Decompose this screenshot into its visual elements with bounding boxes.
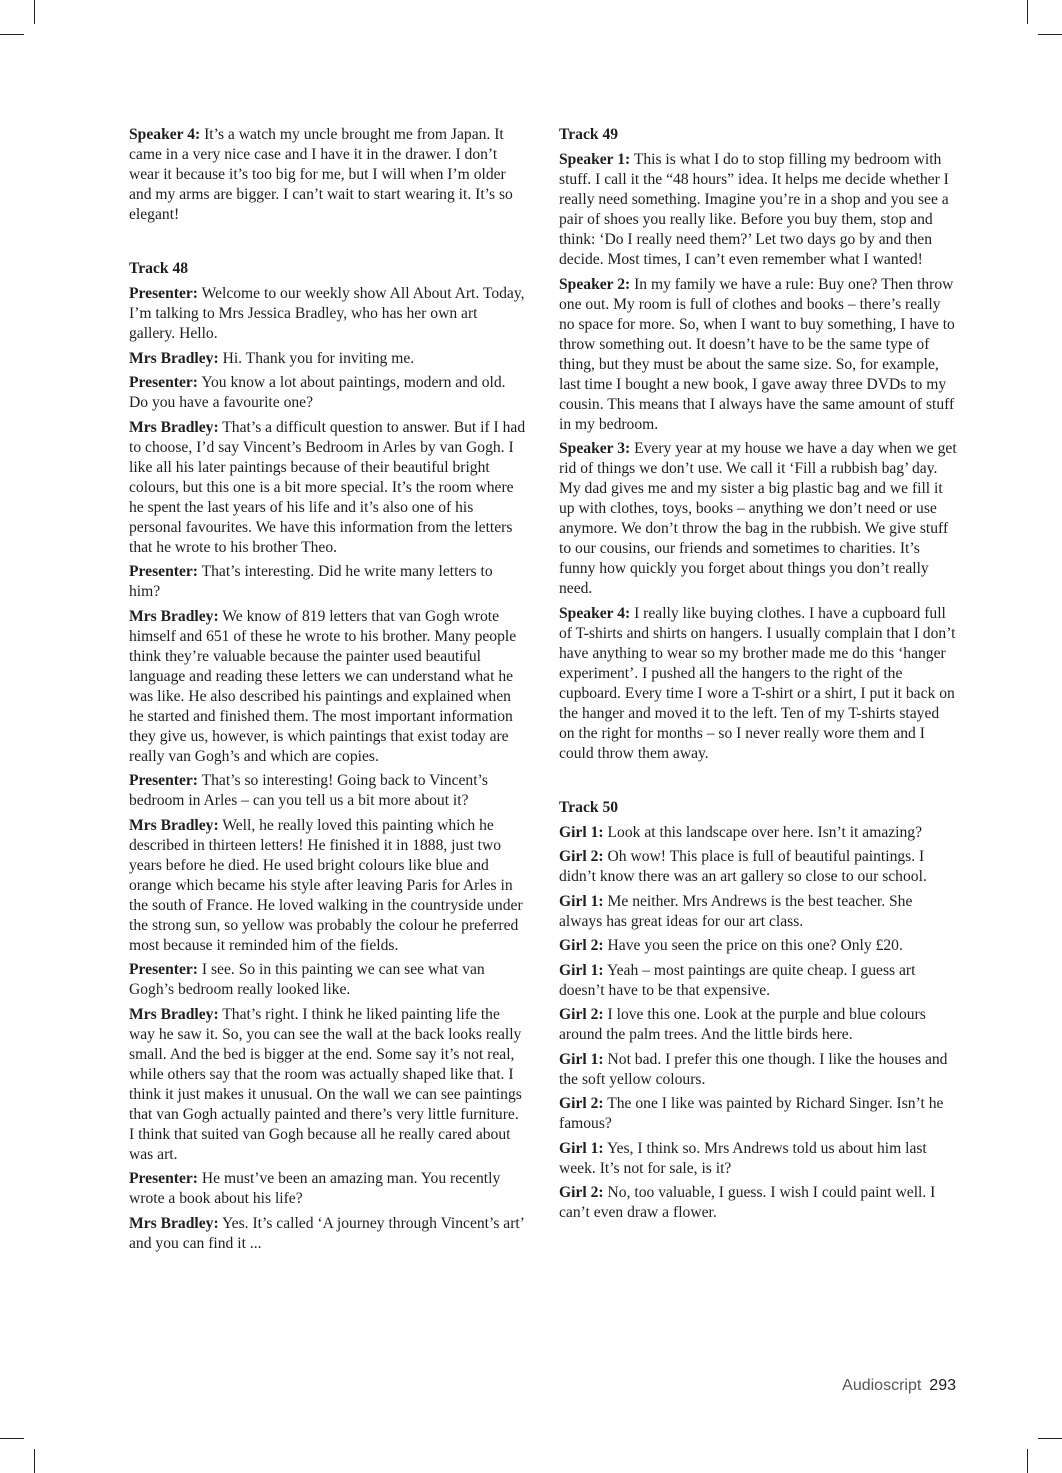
track-heading: Track 48 xyxy=(129,260,189,277)
transcript-line xyxy=(129,960,527,1000)
dialogue-text: I really like buying clothes. I have a cupboard full of T-shirts and shirts on hangers. I usually complain that I don’t have anything to wear so my brother made me do this ‘hanger experiment’. I pushed all the hangers to the right of the cupboard. Every time I wore a T-shirt or a shirt, I put it back on the hanger and moved it to the left. Ten of my T-shirts stayed on the right for months – so I never really wore them and I could throw them away. xyxy=(559,604,956,762)
transcript-line xyxy=(129,562,527,602)
speaker-label: Mrs Bradley: xyxy=(129,816,219,834)
speaker-label: Girl 2: xyxy=(559,1184,604,1201)
speaker-label: Speaker 3: xyxy=(559,440,631,457)
speaker-label: Girl 2: xyxy=(559,1095,604,1112)
transcript-line xyxy=(129,771,527,811)
speaker-label: Mrs Bradley: xyxy=(129,418,219,436)
page-number: 293 xyxy=(929,1377,956,1394)
track-heading: Track 50 xyxy=(559,798,619,816)
crop-mark-bottom-left-v xyxy=(34,1449,35,1473)
speaker-label: Girl 1: xyxy=(559,892,604,910)
speaker-label: Presenter: xyxy=(129,563,198,580)
transcript-line xyxy=(559,936,957,956)
speaker-label: Girl 2: xyxy=(559,1006,604,1023)
speaker-label: Speaker 2: xyxy=(559,275,631,293)
crop-mark-bottom-right-h xyxy=(1038,1438,1062,1439)
speaker-label: Speaker 1: xyxy=(559,151,631,168)
transcript-line xyxy=(129,1214,527,1254)
transcript-line xyxy=(559,1094,957,1134)
transcript-line xyxy=(559,439,957,599)
dialogue-text: That’s so interesting! Going back to Vincent’s bedroom in Arles – can you tell us a bit more about it? xyxy=(129,772,488,809)
speaker-label: Girl 2: xyxy=(559,848,604,865)
speaker-label: Speaker 4: xyxy=(129,126,201,143)
transcript-line xyxy=(129,418,527,558)
crop-mark-top-right-v xyxy=(1027,0,1028,24)
transcript-line xyxy=(129,816,527,956)
dialogue-text: This is what I do to stop filling my bedroom with stuff. I call it the “48 hours” idea. It helps me decide whether I really need something. Imagine you’re in a shop and you see a pair of shoes you really like. Before you buy them, stop and think: ‘Do I really need them?’ Let two days go by and then decide. Most times, I can’t even remember what I wanted! xyxy=(559,151,949,268)
track-heading: Track 49 xyxy=(559,126,619,143)
dialogue-text: No, too valuable, I guess. I wish I could paint well. I can’t even draw a flower. xyxy=(559,1184,936,1221)
page-footer xyxy=(760,1376,956,1396)
transcript-line xyxy=(559,604,957,764)
transcript-line xyxy=(129,125,527,225)
speaker-label: Mrs Bradley: xyxy=(129,349,219,367)
dialogue-text: Welcome to our weekly show All About Art. Today, I’m talking to Mrs Jessica Bradley, who has her own art gallery. Hello. xyxy=(129,285,525,342)
transcript-line xyxy=(559,961,957,1001)
dialogue-text: It’s a watch my uncle brought me from Japan. It came in a very nice case and I have it in the drawer. I don’t wear it because it’s too big for me, but I will when I’m older and my arms are bigger. I can’t wait to start wearing it. It’s so elegant! xyxy=(129,126,513,223)
left-column xyxy=(129,125,527,1258)
transcript-line xyxy=(559,275,957,435)
dialogue-text: Not bad. I prefer this one though. I like the houses and the soft yellow colours. xyxy=(559,1050,948,1088)
dialogue-text: I love this one. Look at the purple and blue colours around the palm trees. And the little birds here. xyxy=(559,1006,926,1043)
crop-mark-top-left-v xyxy=(34,0,35,24)
transcript-line xyxy=(559,823,957,843)
dialogue-text: The one I like was painted by Richard Singer. Isn’t he famous? xyxy=(559,1095,944,1132)
dialogue-text: That’s a difficult question to answer. But if I had to choose, I’d say Vincent’s Bedroom in Arles by van Gogh. I like all his later paintings because of their beautiful bright colours, but this one is a bit more special. It’s the room where he spent the last years of his life and it’s also one of his personal favourites. We have this information from the letters that he wrote to his brother Theo. xyxy=(129,418,526,556)
speaker-label: Mrs Bradley: xyxy=(129,607,219,625)
transcript-line xyxy=(559,150,957,270)
footer-section-label: Audioscript xyxy=(842,1377,922,1394)
dialogue-text: You know a lot about paintings, modern and old. Do you have a favourite one? xyxy=(129,374,506,411)
transcript-line xyxy=(129,284,527,344)
dialogue-text: Oh wow! This place is full of beautiful paintings. I didn’t know there was an art gallery so close to our school. xyxy=(559,848,927,885)
speaker-label: Girl 1: xyxy=(559,1139,604,1157)
transcript-line xyxy=(559,1005,957,1045)
crop-mark-bottom-right-v xyxy=(1027,1449,1028,1473)
transcript-line xyxy=(129,607,527,767)
transcript-line xyxy=(559,1183,957,1223)
dialogue-text: In my family we have a rule: Buy one? Then throw one out. My room is full of clothes and books – there’s really no space for more. So, when I want to buy something, I have to throw something out. It doesn’t have to be the same type of thing, but they must be about the same size. So, for example, last time I bought a new book, I gave away three DVDs to my cousin. This means that I always have the same amount of stuff in my bedroom. xyxy=(559,275,955,433)
crop-mark-bottom-left-h xyxy=(0,1438,24,1439)
crop-mark-top-left-h xyxy=(0,34,24,35)
speaker-label: Mrs Bradley: xyxy=(129,1005,219,1023)
dialogue-text: We know of 819 letters that van Gogh wrote himself and 651 of these he wrote to his brother. Many people think they’re valuable because the painter used beautiful language and reading these letters we can understand what he was like. He also described his paintings and explained when he started and finished them. The most important information they give us, however, is which paintings that exist today are really van Gogh’s and which are copies. xyxy=(129,607,517,765)
transcript-line xyxy=(559,847,957,887)
transcript-line xyxy=(129,1169,527,1209)
dialogue-text: That’s interesting. Did he write many letters to him? xyxy=(129,563,493,600)
transcript-line xyxy=(559,1139,957,1179)
dialogue-text: Yes. It’s called ‘A journey through Vincent’s art’ and you can find it ... xyxy=(129,1214,524,1252)
speaker-label: Girl 1: xyxy=(559,823,604,841)
speaker-label: Girl 1: xyxy=(559,961,604,979)
dialogue-text: That’s right. I think he liked painting life the way he saw it. So, you can see the wall at the back looks really small. And the bed is bigger at the end. Some say it’s not real, while others say that the room was actually shaped like that. I think it just makes it unusual. On the wall we can see paintings that van Gogh actually painted and there’s very little furniture. I think that suited van Gogh because all he really cared about was art. xyxy=(129,1005,522,1163)
crop-mark-top-right-h xyxy=(1038,34,1062,35)
dialogue-text: I see. So in this painting we can see what van Gogh’s bedroom really looked like. xyxy=(129,961,485,998)
speaker-label: Presenter: xyxy=(129,285,198,302)
transcript-line xyxy=(559,1050,957,1090)
speaker-label: Presenter: xyxy=(129,374,198,391)
speaker-label: Presenter: xyxy=(129,1170,198,1187)
dialogue-text: Have you seen the price on this one? Only £20. xyxy=(607,937,903,954)
dialogue-text: Well, he really loved this painting which he described in thirteen letters! He finished it in 1888, just two years before he died. He used bright colours like blue and orange which became his style after leaving Paris for Arles in the south of France. He loved walking in the countryside under the strong sun, so yellow was probably the colour he preferred most because it reminded him of the fields. xyxy=(129,816,523,954)
transcript-line xyxy=(129,373,527,413)
dialogue-text: Yes, I think so. Mrs Andrews told us about him last week. It’s not for sale, is it? xyxy=(559,1139,927,1177)
dialogue-text: Hi. Thank you for inviting me. xyxy=(222,349,415,367)
transcript-line xyxy=(129,1005,527,1165)
speaker-label: Speaker 4: xyxy=(559,604,631,622)
dialogue-text: Me neither. Mrs Andrews is the best teacher. She always has great ideas for our art class. xyxy=(559,892,913,930)
transcript-line xyxy=(559,892,957,932)
speaker-label: Girl 2: xyxy=(559,937,604,954)
dialogue-text: He must’ve been an amazing man. You recently wrote a book about his life? xyxy=(129,1170,501,1207)
dialogue-text: Yeah – most paintings are quite cheap. I guess art doesn’t have to be that expensive. xyxy=(559,961,916,999)
dialogue-text: Every year at my house we have a day when we get rid of things we don’t use. We call it ‘Fill a rubbish bag’ day. My dad gives me and my sister a big plastic bag and we fill it up with clothes, toys, books – anything we don’t need or use anymore. We don’t throw the bag in the rubbish. We give stuff to our cousins, our friends and sometimes to charities. It’s funny how quickly you forget about things you don’t really need. xyxy=(559,440,957,597)
speaker-label: Girl 1: xyxy=(559,1050,604,1068)
speaker-label: Presenter: xyxy=(129,961,198,978)
dialogue-text: Look at this landscape over here. Isn’t it amazing? xyxy=(607,823,923,841)
transcript-line xyxy=(129,349,527,369)
right-column xyxy=(559,125,957,1228)
speaker-label: Presenter: xyxy=(129,772,198,789)
speaker-label: Mrs Bradley: xyxy=(129,1214,219,1232)
